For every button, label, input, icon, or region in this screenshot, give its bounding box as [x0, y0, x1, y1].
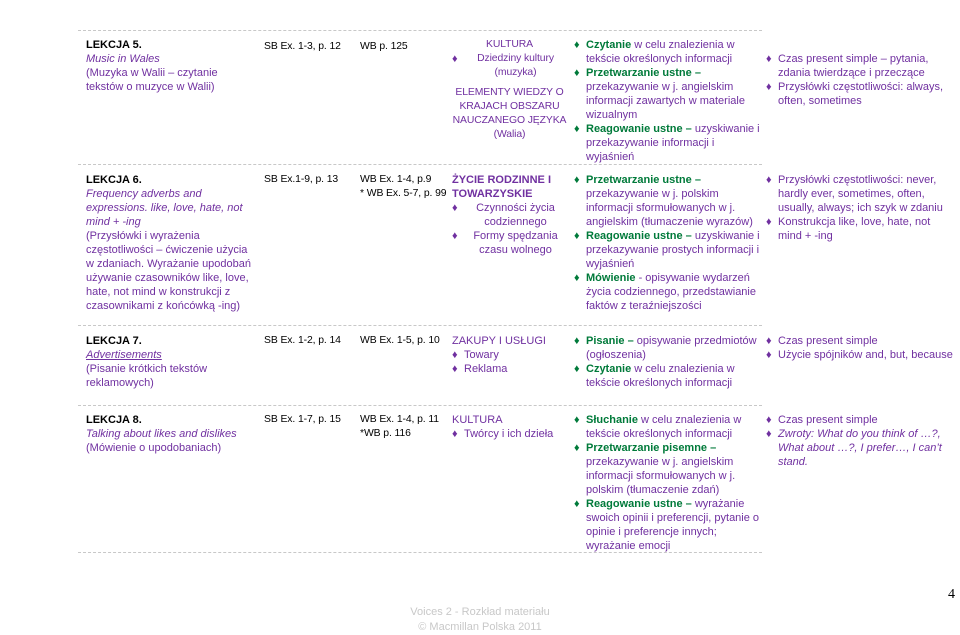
list-item — [574, 66, 760, 122]
lesson-cell — [86, 413, 254, 455]
bullet-icon: ♦ — [574, 272, 580, 284]
culture-list — [452, 348, 567, 376]
sb-cell — [264, 173, 354, 187]
page-number: 4 — [948, 587, 955, 602]
culture-heading: KULTURA — [485, 39, 534, 50]
list-item — [452, 427, 567, 441]
list-item — [574, 173, 760, 229]
wb-cell — [360, 334, 448, 348]
skill-description: opisywanie przedmiotów (ogłoszenia) — [586, 335, 757, 361]
row-divider — [78, 405, 762, 406]
footer-copyright: © Macmillan Polska 2011 — [418, 621, 542, 633]
list-item — [766, 427, 956, 469]
sb-reference: SB Ex. 1-2, p. 14 — [264, 335, 341, 346]
grammar-text: Czas present simple — [778, 335, 878, 347]
culture-list — [452, 427, 567, 441]
grammar-text: Przysłówki częstotliwości: always, often, sometimes — [778, 81, 944, 107]
lesson-topic-pl: (Muzyka w Walii – czytanie tekstów o muzyce w Walii) — [86, 67, 218, 93]
sb-cell — [264, 334, 354, 348]
sb-cell — [264, 40, 354, 54]
list-item — [574, 362, 760, 390]
culture-heading: ŻYCIE RODZINNE I TOWARZYSKIE — [452, 174, 552, 200]
row-divider — [78, 325, 762, 326]
skill-description: - opisywanie wydarzeń życia codziennego, przedstawianie faktów z teraźniejszości — [586, 272, 756, 312]
bullet-icon: ♦ — [574, 363, 580, 375]
lesson-number: LEKCJA 6. — [86, 174, 142, 186]
row-divider — [78, 30, 762, 31]
bullet-icon: ♦ — [574, 414, 580, 426]
lesson-topic-en: Talking about likes and dislikes — [86, 428, 237, 440]
list-item — [574, 334, 760, 362]
sb-reference: SB Ex. 1-7, p. 15 — [264, 414, 341, 425]
bullet-icon: ♦ — [452, 363, 458, 375]
list-item — [766, 215, 956, 243]
culture-cell — [452, 38, 567, 142]
wb-extra-reference: * WB Ex. 5-7, p. 99 — [360, 188, 447, 199]
row-divider — [78, 164, 762, 165]
skill-description: uzyskiwanie i przekazywanie prostych informacji i wyjaśnień — [586, 230, 760, 270]
culture-heading: ZAKUPY I USŁUGI — [452, 335, 546, 347]
grammar-text: Czas present simple – pytania, zdania twierdzące i przeczące — [778, 53, 929, 79]
skill-description: w celu znalezienia w tekście określonych informacji — [586, 414, 742, 440]
lesson-cell — [86, 38, 254, 94]
skill-name: Pisanie – — [586, 335, 634, 347]
list-item — [766, 334, 956, 348]
list-item-text: Formy spędzania czasu wolnego — [473, 230, 558, 256]
skill-description: przekazywanie w j. angielskim informacji zawartych w materiale wizualnym — [586, 81, 745, 121]
grammar-text: Konstrukcja like, love, hate, not mind + -ing — [778, 216, 931, 242]
bullet-icon: ♦ — [766, 335, 772, 347]
grammar-text: Czas present simple — [778, 414, 878, 426]
bullet-icon: ♦ — [766, 216, 772, 228]
skill-name: Przetwarzanie ustne – — [586, 174, 701, 186]
bullet-icon: ♦ — [574, 39, 580, 51]
lesson-topic-en: Music in Wales — [86, 53, 160, 65]
list-item — [574, 122, 760, 164]
grammar-cell — [766, 334, 956, 362]
wb-reference: WB p. 125 — [360, 41, 408, 52]
sb-reference: SB Ex. 1-3, p. 12 — [264, 41, 341, 52]
skill-name: Czytanie — [586, 363, 632, 375]
list-item — [574, 441, 760, 497]
grammar-list — [766, 173, 956, 243]
list-item — [574, 38, 760, 66]
skills-cell — [574, 413, 760, 553]
sb-cell — [264, 413, 354, 427]
sb-reference: SB Ex.1-9, p. 13 — [264, 174, 339, 185]
lesson-number: LEKCJA 8. — [86, 414, 142, 426]
grammar-text: Użycie spójników and, but, because — [778, 349, 953, 361]
bullet-icon: ♦ — [452, 53, 458, 65]
skill-description: w celu znalezienia w tekście określonych informacji — [586, 363, 735, 389]
culture-cell — [452, 413, 567, 441]
skill-description: uzyskiwanie i przekazywanie informacji i wyjaśnień — [586, 123, 760, 163]
bullet-icon: ♦ — [452, 349, 458, 361]
skills-cell — [574, 173, 760, 313]
lesson-topic-en: Frequency adverbs and expressions. like, love, hate, not mind + -ing — [86, 188, 243, 228]
list-item-text: Dziedziny kultury (muzyka) — [477, 53, 554, 78]
skill-description: w celu znalezienia w tekście określonych informacji — [586, 39, 735, 65]
culture-heading: KULTURA — [452, 414, 503, 426]
bullet-icon: ♦ — [452, 230, 458, 242]
list-item-text: Reklama — [464, 363, 508, 375]
list-item — [574, 271, 760, 313]
list-item — [452, 52, 567, 80]
skill-name: Reagowanie ustne – — [586, 123, 692, 135]
bullet-icon: ♦ — [574, 123, 580, 135]
grammar-list — [766, 334, 956, 362]
culture-cell — [452, 173, 567, 257]
lesson-cell — [86, 173, 254, 313]
wb-cell — [360, 413, 448, 441]
list-item — [574, 229, 760, 271]
list-item — [766, 348, 956, 362]
skill-name: Przetwarzanie pisemne – — [586, 442, 717, 454]
bullet-icon: ♦ — [574, 498, 580, 510]
skill-description: przekazywanie w j. polskim informacji sformułowanych w j. angielskim (tłumaczenie wyrazów) — [586, 188, 753, 228]
lesson-topic-pl: (Przysłówki i wyrażenia częstotliwości – ćwiczenie użycia w zdaniach. Wyrażanie upodobań używanie czasowników like, love, hate, not mind w konstrukcji z czasownikami z końcówką -ing) — [86, 230, 252, 312]
skills-cell — [574, 38, 760, 164]
lesson-number: LEKCJA 5. — [86, 39, 142, 51]
list-item — [766, 80, 956, 108]
skills-list — [574, 173, 760, 313]
skill-name: Mówienie — [586, 272, 636, 284]
lesson-topic-pl: (Pisanie krótkich tekstów reklamowych) — [86, 363, 208, 389]
bullet-icon: ♦ — [574, 335, 580, 347]
bullet-icon: ♦ — [766, 81, 772, 93]
bullet-icon: ♦ — [452, 428, 458, 440]
culture-extra: ELEMENTY WIEDZY O KRAJACH OBSZARU NAUCZANEGO JĘZYKA (Walia) — [452, 87, 567, 140]
list-item — [452, 362, 567, 376]
lesson-topic-pl: (Mówienie o upodobaniach) — [86, 442, 222, 454]
bullet-icon: ♦ — [766, 428, 772, 440]
grammar-list — [766, 413, 956, 469]
skill-name: Słuchanie — [586, 414, 638, 426]
wb-cell — [360, 40, 448, 54]
list-item — [574, 497, 760, 553]
skill-name: Reagowanie ustne – — [586, 230, 692, 242]
lesson-cell — [86, 334, 254, 390]
wb-extra-reference: *WB p. 116 — [360, 428, 411, 439]
wb-reference: WB Ex. 1-4, p. 11 — [360, 414, 439, 425]
bullet-icon: ♦ — [452, 202, 458, 214]
list-item-text: Twórcy i ich dzieła — [464, 428, 554, 440]
skill-name: Reagowanie ustne – — [586, 498, 692, 510]
list-item — [452, 348, 567, 362]
wb-reference: WB Ex. 1-4, p.9 — [360, 174, 432, 185]
lesson-topic-en: Advertisements — [86, 349, 162, 361]
bullet-icon: ♦ — [766, 349, 772, 361]
culture-cell — [452, 334, 567, 376]
list-item — [766, 173, 956, 215]
list-item — [766, 52, 956, 80]
bullet-icon: ♦ — [574, 67, 580, 79]
culture-list — [452, 201, 567, 257]
skill-description: przekazywanie w j. angielskim informacji sformułowanych w j. polskim (tłumaczenie zdań) — [586, 456, 736, 496]
bullet-icon: ♦ — [766, 53, 772, 65]
grammar-text: Zwroty: What do you think of …?, What about …?, I prefer…, I can’t stand. — [778, 428, 942, 468]
skills-list — [574, 334, 760, 390]
skill-name: Przetwarzanie ustne – — [586, 67, 701, 79]
grammar-list — [766, 52, 956, 108]
grammar-cell — [766, 173, 956, 243]
bullet-icon: ♦ — [766, 414, 772, 426]
footer-title: Voices 2 - Rozkład materiału — [410, 606, 550, 618]
skill-name: Czytanie — [586, 39, 632, 51]
bullet-icon: ♦ — [574, 442, 580, 454]
list-item — [452, 229, 567, 257]
lesson-number: LEKCJA 7. — [86, 335, 142, 347]
list-item — [766, 413, 956, 427]
list-item — [574, 413, 760, 441]
skills-list — [574, 38, 760, 164]
wb-reference: WB Ex. 1-5, p. 10 — [360, 335, 440, 346]
skill-description: wyrażanie swoich opinii i preferencji, pytanie o opinie i preferencje innych; wyrażanie emocji — [586, 498, 760, 552]
grammar-text: Przysłówki częstotliwości: never, hardly ever, sometimes, often, usually, always; ich szyk w zdaniu — [778, 174, 943, 214]
list-item — [452, 201, 567, 229]
bullet-icon: ♦ — [574, 174, 580, 186]
culture-list — [452, 52, 567, 80]
list-item-text: Czynności życia codziennego — [476, 202, 555, 228]
wb-cell — [360, 173, 448, 201]
grammar-cell — [766, 52, 956, 108]
grammar-cell — [766, 413, 956, 469]
list-item-text: Towary — [464, 349, 499, 361]
bullet-icon: ♦ — [574, 230, 580, 242]
skills-list — [574, 413, 760, 553]
bullet-icon: ♦ — [766, 174, 772, 186]
skills-cell — [574, 334, 760, 390]
